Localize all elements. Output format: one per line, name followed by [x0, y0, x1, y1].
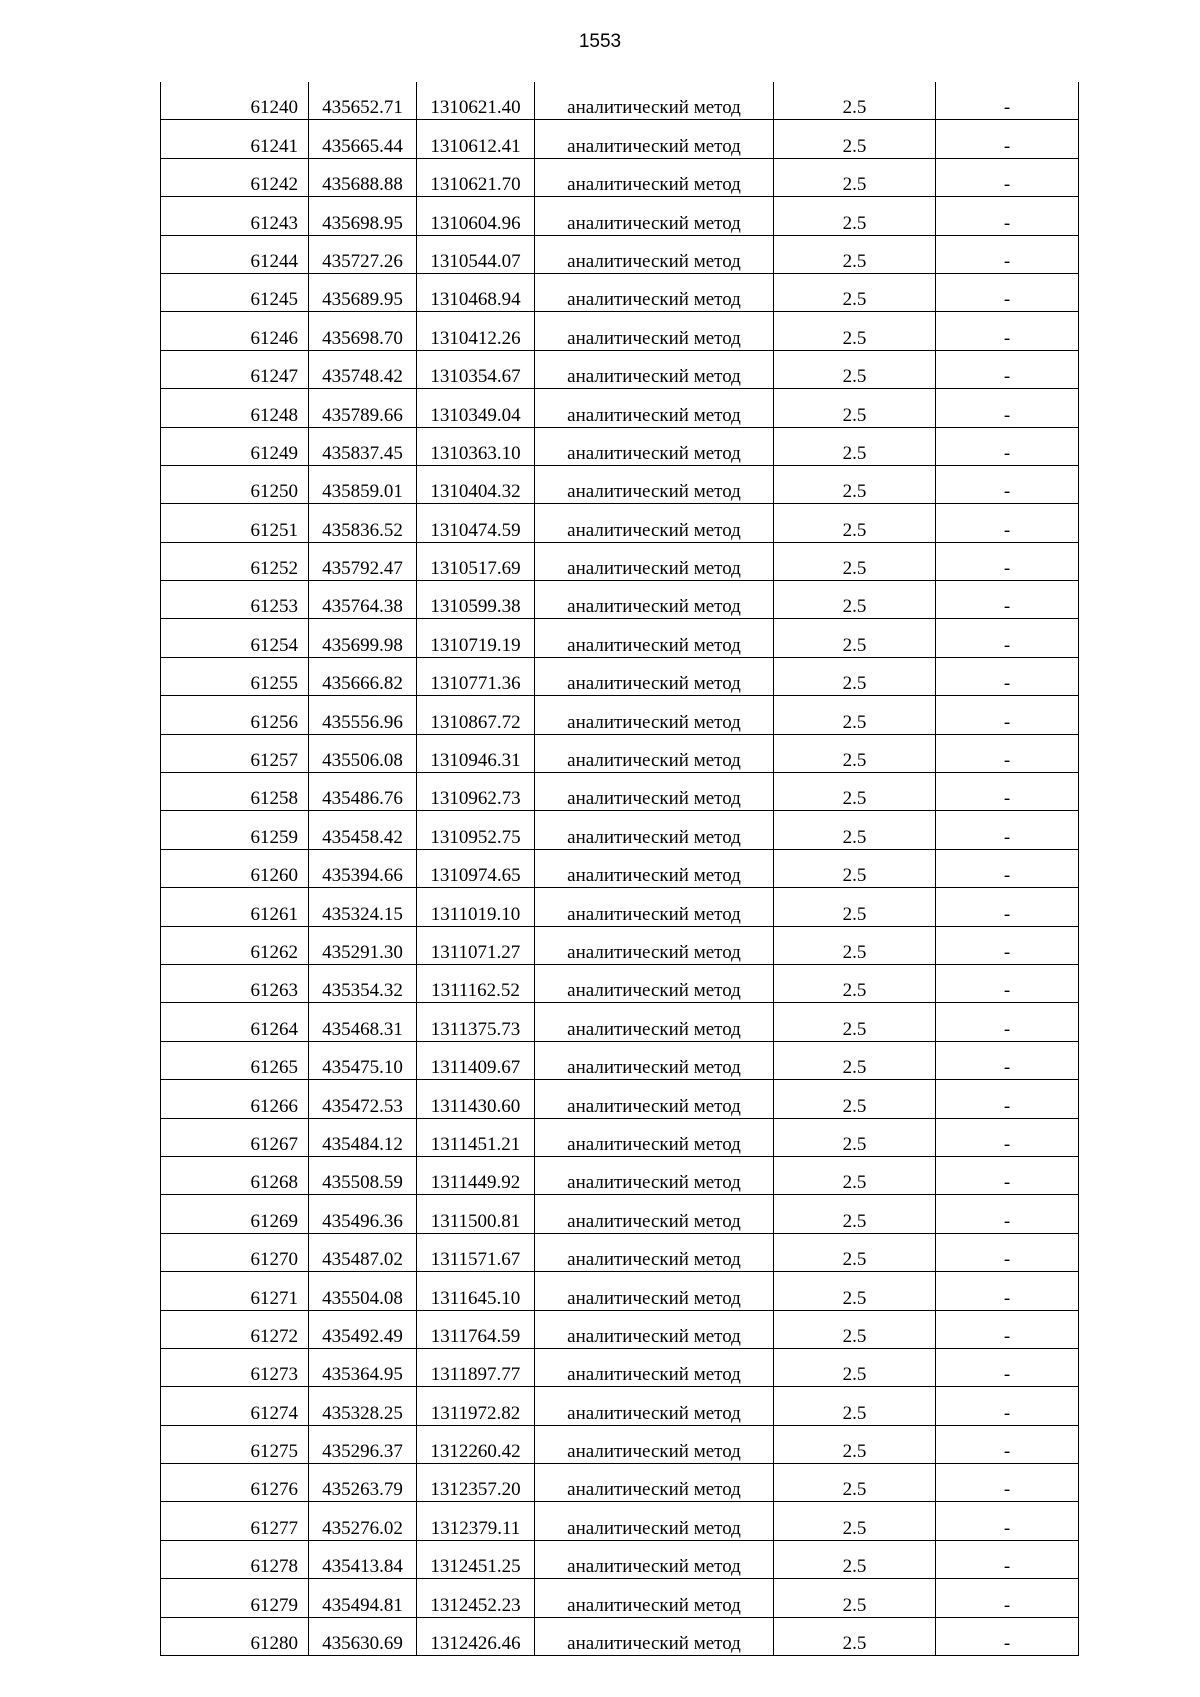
note-cell: - — [936, 964, 1079, 1002]
point-number-cell: 61271 — [161, 1272, 309, 1310]
x-coordinate-cell: 435764.38 — [309, 581, 417, 619]
accuracy-cell: 2.5 — [774, 696, 936, 734]
y-coordinate-cell: 1310946.31 — [417, 734, 535, 772]
accuracy-cell: 2.5 — [774, 465, 936, 503]
note-cell: - — [936, 1310, 1079, 1348]
point-number-cell: 61267 — [161, 1118, 309, 1156]
note-cell: - — [936, 1233, 1079, 1271]
accuracy-cell: 2.5 — [774, 1156, 936, 1194]
note-cell: - — [936, 581, 1079, 619]
table-row — [161, 1425, 1079, 1463]
accuracy-cell: 2.5 — [774, 964, 936, 1002]
x-coordinate-cell: 435354.32 — [309, 964, 417, 1002]
point-number-cell: 61275 — [161, 1425, 309, 1463]
note-cell: - — [936, 1579, 1079, 1617]
method-cell: аналитический метод — [535, 657, 774, 695]
point-number-cell: 61256 — [161, 696, 309, 734]
method-cell: аналитический метод — [535, 273, 774, 311]
table-row — [161, 120, 1079, 158]
method-cell: аналитический метод — [535, 350, 774, 388]
point-number-cell: 61257 — [161, 734, 309, 772]
method-cell: аналитический метод — [535, 1540, 774, 1578]
method-cell: аналитический метод — [535, 1156, 774, 1194]
table-row — [161, 773, 1079, 811]
note-cell: - — [936, 1387, 1079, 1425]
y-coordinate-cell: 1311451.21 — [417, 1118, 535, 1156]
x-coordinate-cell: 435276.02 — [309, 1502, 417, 1540]
table-row — [161, 811, 1079, 849]
point-number-cell: 61268 — [161, 1156, 309, 1194]
y-coordinate-cell: 1310621.70 — [417, 158, 535, 196]
point-number-cell: 61280 — [161, 1617, 309, 1655]
point-number-cell: 61277 — [161, 1502, 309, 1540]
method-cell: аналитический метод — [535, 1233, 774, 1271]
accuracy-cell: 2.5 — [774, 158, 936, 196]
method-cell: аналитический метод — [535, 773, 774, 811]
table-row — [161, 1118, 1079, 1156]
accuracy-cell: 2.5 — [774, 657, 936, 695]
accuracy-cell: 2.5 — [774, 1310, 936, 1348]
y-coordinate-cell: 1310952.75 — [417, 811, 535, 849]
table-row — [161, 1233, 1079, 1271]
x-coordinate-cell: 435492.49 — [309, 1310, 417, 1348]
point-number-cell: 61274 — [161, 1387, 309, 1425]
y-coordinate-cell: 1310412.26 — [417, 312, 535, 350]
method-cell: аналитический метод — [535, 1041, 774, 1079]
point-number-cell: 61241 — [161, 120, 309, 158]
note-cell: - — [936, 235, 1079, 273]
point-number-cell: 61261 — [161, 888, 309, 926]
note-cell: - — [936, 1272, 1079, 1310]
method-cell: аналитический метод — [535, 465, 774, 503]
accuracy-cell: 2.5 — [774, 235, 936, 273]
note-cell: - — [936, 465, 1079, 503]
accuracy-cell: 2.5 — [774, 120, 936, 158]
x-coordinate-cell: 435494.81 — [309, 1579, 417, 1617]
point-number-cell: 61246 — [161, 312, 309, 350]
accuracy-cell: 2.5 — [774, 1003, 936, 1041]
y-coordinate-cell: 1310517.69 — [417, 542, 535, 580]
x-coordinate-cell: 435475.10 — [309, 1041, 417, 1079]
accuracy-cell: 2.5 — [774, 1272, 936, 1310]
method-cell: аналитический метод — [535, 581, 774, 619]
y-coordinate-cell: 1310771.36 — [417, 657, 535, 695]
method-cell: аналитический метод — [535, 1425, 774, 1463]
point-number-cell: 61250 — [161, 465, 309, 503]
accuracy-cell: 2.5 — [774, 734, 936, 772]
y-coordinate-cell: 1310474.59 — [417, 504, 535, 542]
y-coordinate-cell: 1312451.25 — [417, 1540, 535, 1578]
point-number-cell: 61251 — [161, 504, 309, 542]
x-coordinate-cell: 435698.70 — [309, 312, 417, 350]
x-coordinate-cell: 435837.45 — [309, 427, 417, 465]
x-coordinate-cell: 435296.37 — [309, 1425, 417, 1463]
note-cell: - — [936, 849, 1079, 887]
y-coordinate-cell: 1311430.60 — [417, 1080, 535, 1118]
note-cell: - — [936, 926, 1079, 964]
note-cell: - — [936, 619, 1079, 657]
method-cell: аналитический метод — [535, 1003, 774, 1041]
x-coordinate-cell: 435652.71 — [309, 82, 417, 120]
table-row — [161, 312, 1079, 350]
x-coordinate-cell: 435698.95 — [309, 197, 417, 235]
method-cell: аналитический метод — [535, 964, 774, 1002]
x-coordinate-cell: 435328.25 — [309, 1387, 417, 1425]
x-coordinate-cell: 435689.95 — [309, 273, 417, 311]
method-cell: аналитический метод — [535, 82, 774, 120]
table-row — [161, 389, 1079, 427]
note-cell: - — [936, 1195, 1079, 1233]
point-number-cell: 61249 — [161, 427, 309, 465]
x-coordinate-cell: 435486.76 — [309, 773, 417, 811]
x-coordinate-cell: 435699.98 — [309, 619, 417, 657]
method-cell: аналитический метод — [535, 1579, 774, 1617]
table-row — [161, 1156, 1079, 1194]
y-coordinate-cell: 1310962.73 — [417, 773, 535, 811]
table-row — [161, 926, 1079, 964]
table-row — [161, 504, 1079, 542]
method-cell: аналитический метод — [535, 504, 774, 542]
note-cell: - — [936, 657, 1079, 695]
y-coordinate-cell: 1310867.72 — [417, 696, 535, 734]
x-coordinate-cell: 435688.88 — [309, 158, 417, 196]
x-coordinate-cell: 435859.01 — [309, 465, 417, 503]
y-coordinate-cell: 1311764.59 — [417, 1310, 535, 1348]
x-coordinate-cell: 435496.36 — [309, 1195, 417, 1233]
point-number-cell: 61242 — [161, 158, 309, 196]
accuracy-cell: 2.5 — [774, 1118, 936, 1156]
x-coordinate-cell: 435727.26 — [309, 235, 417, 273]
accuracy-cell: 2.5 — [774, 82, 936, 120]
accuracy-cell: 2.5 — [774, 1617, 936, 1655]
table-row — [161, 1502, 1079, 1540]
point-number-cell: 61245 — [161, 273, 309, 311]
x-coordinate-cell: 435263.79 — [309, 1464, 417, 1502]
accuracy-cell: 2.5 — [774, 504, 936, 542]
table-row — [161, 1003, 1079, 1041]
point-number-cell: 61259 — [161, 811, 309, 849]
y-coordinate-cell: 1310544.07 — [417, 235, 535, 273]
table-row — [161, 657, 1079, 695]
point-number-cell: 61258 — [161, 773, 309, 811]
method-cell: аналитический метод — [535, 427, 774, 465]
table-row — [161, 619, 1079, 657]
x-coordinate-cell: 435472.53 — [309, 1080, 417, 1118]
y-coordinate-cell: 1310719.19 — [417, 619, 535, 657]
note-cell: - — [936, 1118, 1079, 1156]
method-cell: аналитический метод — [535, 849, 774, 887]
point-number-cell: 61264 — [161, 1003, 309, 1041]
y-coordinate-cell: 1311449.92 — [417, 1156, 535, 1194]
table-row — [161, 1195, 1079, 1233]
accuracy-cell: 2.5 — [774, 389, 936, 427]
note-cell: - — [936, 696, 1079, 734]
y-coordinate-cell: 1312357.20 — [417, 1464, 535, 1502]
note-cell: - — [936, 427, 1079, 465]
method-cell: аналитический метод — [535, 120, 774, 158]
y-coordinate-cell: 1310599.38 — [417, 581, 535, 619]
point-number-cell: 61276 — [161, 1464, 309, 1502]
y-coordinate-cell: 1310404.32 — [417, 465, 535, 503]
method-cell: аналитический метод — [535, 197, 774, 235]
x-coordinate-cell: 435364.95 — [309, 1348, 417, 1386]
note-cell: - — [936, 1464, 1079, 1502]
accuracy-cell: 2.5 — [774, 773, 936, 811]
y-coordinate-cell: 1310363.10 — [417, 427, 535, 465]
x-coordinate-cell: 435487.02 — [309, 1233, 417, 1271]
table-row — [161, 964, 1079, 1002]
accuracy-cell: 2.5 — [774, 619, 936, 657]
table-row — [161, 82, 1079, 120]
table-row — [161, 197, 1079, 235]
table-row — [161, 1464, 1079, 1502]
method-cell: аналитический метод — [535, 1464, 774, 1502]
x-coordinate-cell: 435484.12 — [309, 1118, 417, 1156]
x-coordinate-cell: 435413.84 — [309, 1540, 417, 1578]
y-coordinate-cell: 1310974.65 — [417, 849, 535, 887]
y-coordinate-cell: 1311500.81 — [417, 1195, 535, 1233]
note-cell: - — [936, 1348, 1079, 1386]
accuracy-cell: 2.5 — [774, 1502, 936, 1540]
y-coordinate-cell: 1310354.67 — [417, 350, 535, 388]
point-number-cell: 61263 — [161, 964, 309, 1002]
table-row — [161, 273, 1079, 311]
method-cell: аналитический метод — [535, 158, 774, 196]
x-coordinate-cell: 435556.96 — [309, 696, 417, 734]
table-row — [161, 1272, 1079, 1310]
y-coordinate-cell: 1311019.10 — [417, 888, 535, 926]
table-row — [161, 1617, 1079, 1655]
y-coordinate-cell: 1310349.04 — [417, 389, 535, 427]
point-number-cell: 61273 — [161, 1348, 309, 1386]
y-coordinate-cell: 1310621.40 — [417, 82, 535, 120]
point-number-cell: 61247 — [161, 350, 309, 388]
coordinates-table — [160, 82, 1079, 1656]
note-cell: - — [936, 504, 1079, 542]
table-row — [161, 734, 1079, 772]
method-cell: аналитический метод — [535, 1272, 774, 1310]
note-cell: - — [936, 273, 1079, 311]
accuracy-cell: 2.5 — [774, 350, 936, 388]
accuracy-cell: 2.5 — [774, 811, 936, 849]
accuracy-cell: 2.5 — [774, 926, 936, 964]
point-number-cell: 61266 — [161, 1080, 309, 1118]
note-cell: - — [936, 1617, 1079, 1655]
point-number-cell: 61254 — [161, 619, 309, 657]
table-row — [161, 1579, 1079, 1617]
y-coordinate-cell: 1310468.94 — [417, 273, 535, 311]
accuracy-cell: 2.5 — [774, 312, 936, 350]
method-cell: аналитический метод — [535, 1348, 774, 1386]
note-cell: - — [936, 811, 1079, 849]
method-cell: аналитический метод — [535, 312, 774, 350]
table-row — [161, 1540, 1079, 1578]
method-cell: аналитический метод — [535, 1080, 774, 1118]
accuracy-cell: 2.5 — [774, 1195, 936, 1233]
method-cell: аналитический метод — [535, 389, 774, 427]
accuracy-cell: 2.5 — [774, 1387, 936, 1425]
method-cell: аналитический метод — [535, 1617, 774, 1655]
accuracy-cell: 2.5 — [774, 1579, 936, 1617]
x-coordinate-cell: 435394.66 — [309, 849, 417, 887]
note-cell: - — [936, 1156, 1079, 1194]
table-row — [161, 1387, 1079, 1425]
accuracy-cell: 2.5 — [774, 581, 936, 619]
accuracy-cell: 2.5 — [774, 1080, 936, 1118]
table-row — [161, 581, 1079, 619]
y-coordinate-cell: 1310612.41 — [417, 120, 535, 158]
page-number: 1553 — [578, 31, 622, 52]
y-coordinate-cell: 1312379.11 — [417, 1502, 535, 1540]
note-cell: - — [936, 542, 1079, 580]
table-row — [161, 849, 1079, 887]
point-number-cell: 61278 — [161, 1540, 309, 1578]
y-coordinate-cell: 1311409.67 — [417, 1041, 535, 1079]
point-number-cell: 61253 — [161, 581, 309, 619]
note-cell: - — [936, 1502, 1079, 1540]
table-row — [161, 1041, 1079, 1079]
method-cell: аналитический метод — [535, 619, 774, 657]
table-row — [161, 235, 1079, 273]
method-cell: аналитический метод — [535, 926, 774, 964]
x-coordinate-cell: 435508.59 — [309, 1156, 417, 1194]
y-coordinate-cell: 1311071.27 — [417, 926, 535, 964]
x-coordinate-cell: 435291.30 — [309, 926, 417, 964]
accuracy-cell: 2.5 — [774, 849, 936, 887]
point-number-cell: 61272 — [161, 1310, 309, 1348]
method-cell: аналитический метод — [535, 1195, 774, 1233]
table-row — [161, 542, 1079, 580]
accuracy-cell: 2.5 — [774, 888, 936, 926]
method-cell: аналитический метод — [535, 235, 774, 273]
point-number-cell: 61244 — [161, 235, 309, 273]
accuracy-cell: 2.5 — [774, 197, 936, 235]
x-coordinate-cell: 435506.08 — [309, 734, 417, 772]
note-cell: - — [936, 1080, 1079, 1118]
x-coordinate-cell: 435666.82 — [309, 657, 417, 695]
y-coordinate-cell: 1311375.73 — [417, 1003, 535, 1041]
table-row — [161, 350, 1079, 388]
point-number-cell: 61260 — [161, 849, 309, 887]
point-number-cell: 61252 — [161, 542, 309, 580]
point-number-cell: 61269 — [161, 1195, 309, 1233]
coordinates-table-body — [161, 82, 1079, 1656]
accuracy-cell: 2.5 — [774, 1464, 936, 1502]
note-cell: - — [936, 120, 1079, 158]
note-cell: - — [936, 734, 1079, 772]
x-coordinate-cell: 435468.31 — [309, 1003, 417, 1041]
note-cell: - — [936, 1540, 1079, 1578]
table-row — [161, 1348, 1079, 1386]
method-cell: аналитический метод — [535, 542, 774, 580]
x-coordinate-cell: 435458.42 — [309, 811, 417, 849]
note-cell: - — [936, 158, 1079, 196]
method-cell: аналитический метод — [535, 696, 774, 734]
method-cell: аналитический метод — [535, 1118, 774, 1156]
table-row — [161, 465, 1079, 503]
note-cell: - — [936, 773, 1079, 811]
accuracy-cell: 2.5 — [774, 1041, 936, 1079]
point-number-cell: 61262 — [161, 926, 309, 964]
table-row — [161, 696, 1079, 734]
point-number-cell: 61265 — [161, 1041, 309, 1079]
method-cell: аналитический метод — [535, 888, 774, 926]
x-coordinate-cell: 435748.42 — [309, 350, 417, 388]
point-number-cell: 61270 — [161, 1233, 309, 1271]
accuracy-cell: 2.5 — [774, 1425, 936, 1463]
x-coordinate-cell: 435836.52 — [309, 504, 417, 542]
note-cell: - — [936, 197, 1079, 235]
x-coordinate-cell: 435504.08 — [309, 1272, 417, 1310]
x-coordinate-cell: 435630.69 — [309, 1617, 417, 1655]
y-coordinate-cell: 1311162.52 — [417, 964, 535, 1002]
y-coordinate-cell: 1311897.77 — [417, 1348, 535, 1386]
y-coordinate-cell: 1310604.96 — [417, 197, 535, 235]
method-cell: аналитический метод — [535, 1387, 774, 1425]
note-cell: - — [936, 1041, 1079, 1079]
point-number-cell: 61255 — [161, 657, 309, 695]
method-cell: аналитический метод — [535, 734, 774, 772]
note-cell: - — [936, 1425, 1079, 1463]
point-number-cell: 61240 — [161, 82, 309, 120]
accuracy-cell: 2.5 — [774, 427, 936, 465]
y-coordinate-cell: 1312260.42 — [417, 1425, 535, 1463]
x-coordinate-cell: 435792.47 — [309, 542, 417, 580]
note-cell: - — [936, 82, 1079, 120]
accuracy-cell: 2.5 — [774, 542, 936, 580]
note-cell: - — [936, 888, 1079, 926]
table-row — [161, 1310, 1079, 1348]
y-coordinate-cell: 1312452.23 — [417, 1579, 535, 1617]
y-coordinate-cell: 1311645.10 — [417, 1272, 535, 1310]
table-row — [161, 158, 1079, 196]
accuracy-cell: 2.5 — [774, 1348, 936, 1386]
method-cell: аналитический метод — [535, 811, 774, 849]
point-number-cell: 61243 — [161, 197, 309, 235]
y-coordinate-cell: 1312426.46 — [417, 1617, 535, 1655]
note-cell: - — [936, 312, 1079, 350]
point-number-cell: 61279 — [161, 1579, 309, 1617]
x-coordinate-cell: 435665.44 — [309, 120, 417, 158]
note-cell: - — [936, 1003, 1079, 1041]
accuracy-cell: 2.5 — [774, 1540, 936, 1578]
x-coordinate-cell: 435324.15 — [309, 888, 417, 926]
x-coordinate-cell: 435789.66 — [309, 389, 417, 427]
table-row — [161, 1080, 1079, 1118]
accuracy-cell: 2.5 — [774, 273, 936, 311]
y-coordinate-cell: 1311972.82 — [417, 1387, 535, 1425]
point-number-cell: 61248 — [161, 389, 309, 427]
table-row — [161, 427, 1079, 465]
table-row — [161, 888, 1079, 926]
method-cell: аналитический метод — [535, 1310, 774, 1348]
y-coordinate-cell: 1311571.67 — [417, 1233, 535, 1271]
accuracy-cell: 2.5 — [774, 1233, 936, 1271]
method-cell: аналитический метод — [535, 1502, 774, 1540]
note-cell: - — [936, 389, 1079, 427]
note-cell: - — [936, 350, 1079, 388]
